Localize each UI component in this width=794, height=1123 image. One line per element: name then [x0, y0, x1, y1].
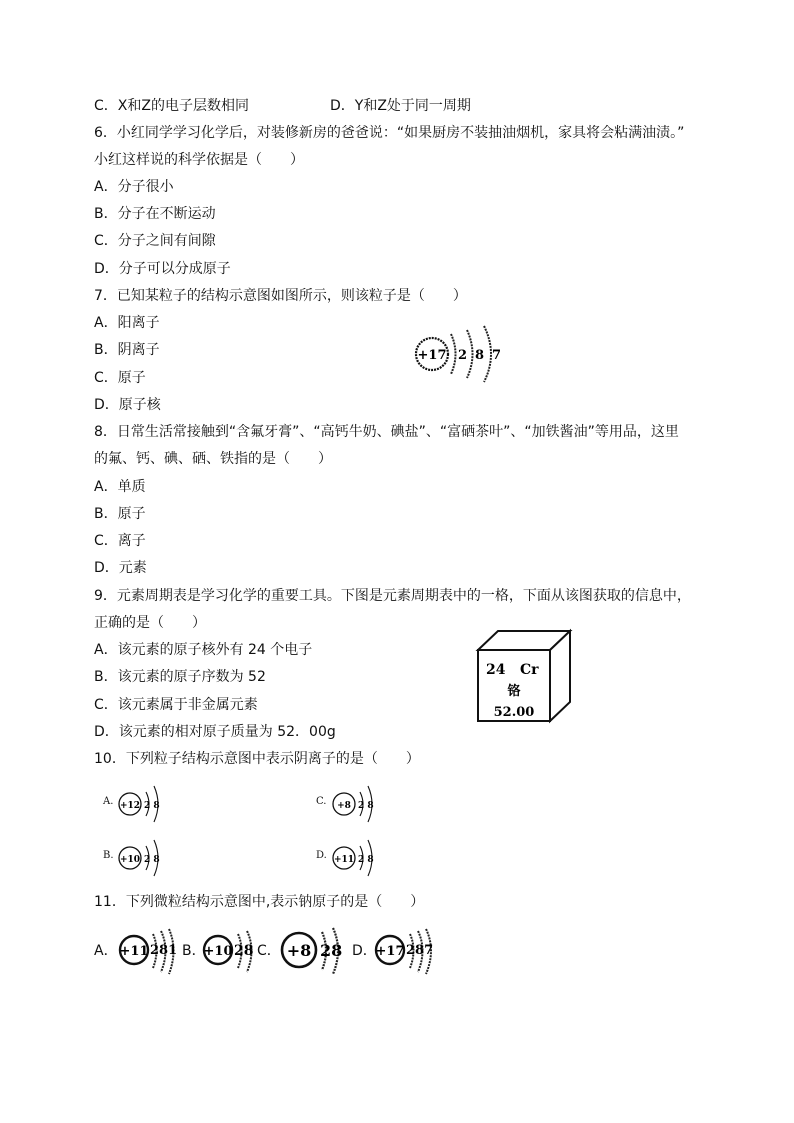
q9-option-b: B．该元素的原子序数为 52: [94, 669, 266, 685]
q10-label-c: C.: [316, 796, 327, 807]
q6-option-a: A．分子很小: [94, 179, 174, 195]
q9-stem-line1: 9．元素周期表是学习化学的重要工具。下图是元素周期表中的一格，下面从该图获取的信息中，: [94, 588, 691, 604]
q11-stem: 11．下列微粒结构示意图中,表示钠原子的是（ ）: [94, 894, 425, 910]
q11-c-shells: 28: [320, 941, 343, 960]
q8-option-a: A．单质: [94, 479, 146, 495]
q9-option-c: C．该元素属于非金属元素: [94, 697, 258, 713]
q11-a-shells: 281: [150, 943, 178, 958]
q11-d-shells: 287: [406, 943, 434, 958]
q6-stem-line2: 小红这样说的科学依据是（ ）: [94, 152, 304, 168]
q9-stem-line2: 正确的是（ ）: [94, 615, 206, 631]
q10-diagram-d[interactable]: [330, 834, 390, 882]
element-symbol: Cr: [520, 662, 539, 678]
q10-b-nucleus: +10: [119, 855, 141, 865]
q6-stem-line1: 6．小红同学学习化学后，对装修新房的爸爸说：“如果厨房不装抽油烟机，家具将会粘满油渍。”: [94, 125, 685, 141]
q7-option-c: C．原子: [94, 370, 146, 386]
q10-label-a: A.: [103, 796, 114, 807]
periodic-table-cell: [474, 628, 574, 724]
q10-a-nucleus: +12: [119, 801, 141, 811]
q10-diagram-c[interactable]: [330, 780, 390, 828]
q10-label-b: B.: [103, 850, 114, 861]
q10-c-shells: 2 8: [358, 801, 374, 811]
q7-stem: 7．已知某粒子的结构示意图如图所示，则该粒子是（ ）: [94, 288, 467, 304]
q11-label-c: C．: [257, 943, 281, 959]
q10-a-shells: 2 8: [144, 801, 160, 811]
element-number: 24: [486, 662, 506, 678]
q11-label-a: A．: [94, 943, 118, 959]
q10-label-d: D.: [316, 850, 327, 861]
q7-option-d: D．原子核: [94, 397, 161, 413]
element-mass: 52.00: [493, 705, 535, 720]
q5-option-d: D．Y和Z处于同一周期: [330, 98, 471, 114]
q11-diagram-d[interactable]: [372, 928, 438, 976]
q6-option-c: C．分子之间有间隙: [94, 233, 216, 249]
q7-nucleus-charge: +17: [417, 348, 447, 363]
q11-b-shells: 28: [234, 943, 254, 959]
q10-stem: 10．下列粒子结构示意图中表示阴离子的是（ ）: [94, 751, 420, 767]
q9-option-a: A．该元素的原子核外有 24 个电子: [94, 642, 313, 658]
q5-option-c: C．X和Z的电子层数相同: [94, 98, 249, 114]
q7-shell-3: 7: [492, 348, 502, 363]
q7-option-a: A．阳离子: [94, 315, 160, 331]
q11-label-b: B．: [182, 943, 206, 959]
q10-c-nucleus: +8: [337, 801, 351, 811]
q6-option-d: D．分子可以分成原子: [94, 261, 231, 277]
q7-shell-1: 2: [458, 348, 468, 363]
q6-option-b: B．分子在不断运动: [94, 206, 216, 222]
q11-diagram-a[interactable]: [116, 928, 178, 976]
q8-option-d: D．元素: [94, 560, 147, 576]
q11-c-nucleus: +8: [286, 941, 312, 960]
q11-diagram-c[interactable]: [278, 924, 348, 980]
q10-diagram-a[interactable]: [116, 780, 176, 828]
q10-d-nucleus: +11: [333, 855, 355, 865]
q9-option-d: D．该元素的相对原子质量为 52．00g: [94, 724, 336, 740]
q8-stem-line2: 的氟、钙、碘、硒、铁指的是（ ）: [94, 451, 332, 467]
q10-diagram-b[interactable]: [116, 834, 176, 882]
q11-diagram-b[interactable]: [200, 928, 260, 976]
q7-atom-diagram: [408, 322, 508, 386]
q10-d-shells: 2 8: [358, 855, 374, 865]
q8-option-b: B．原子: [94, 506, 146, 522]
element-name: 铬: [507, 684, 521, 699]
q10-b-shells: 2 8: [144, 855, 160, 865]
q8-stem-line1: 8．日常生活常接触到“含氟牙膏”、“高钙牛奶、碘盐”、“富硒茶叶”、“加铁酱油”等用品，这里: [94, 424, 679, 440]
q8-option-c: C．离子: [94, 533, 146, 549]
q7-option-b: B．阴离子: [94, 342, 160, 358]
q11-a-nucleus: +11: [119, 944, 149, 959]
q11-d-nucleus: +17: [375, 944, 405, 959]
q7-shell-2: 8: [475, 348, 485, 363]
q11-label-d: D．: [352, 943, 377, 959]
q11-b-nucleus: +10: [203, 944, 233, 959]
